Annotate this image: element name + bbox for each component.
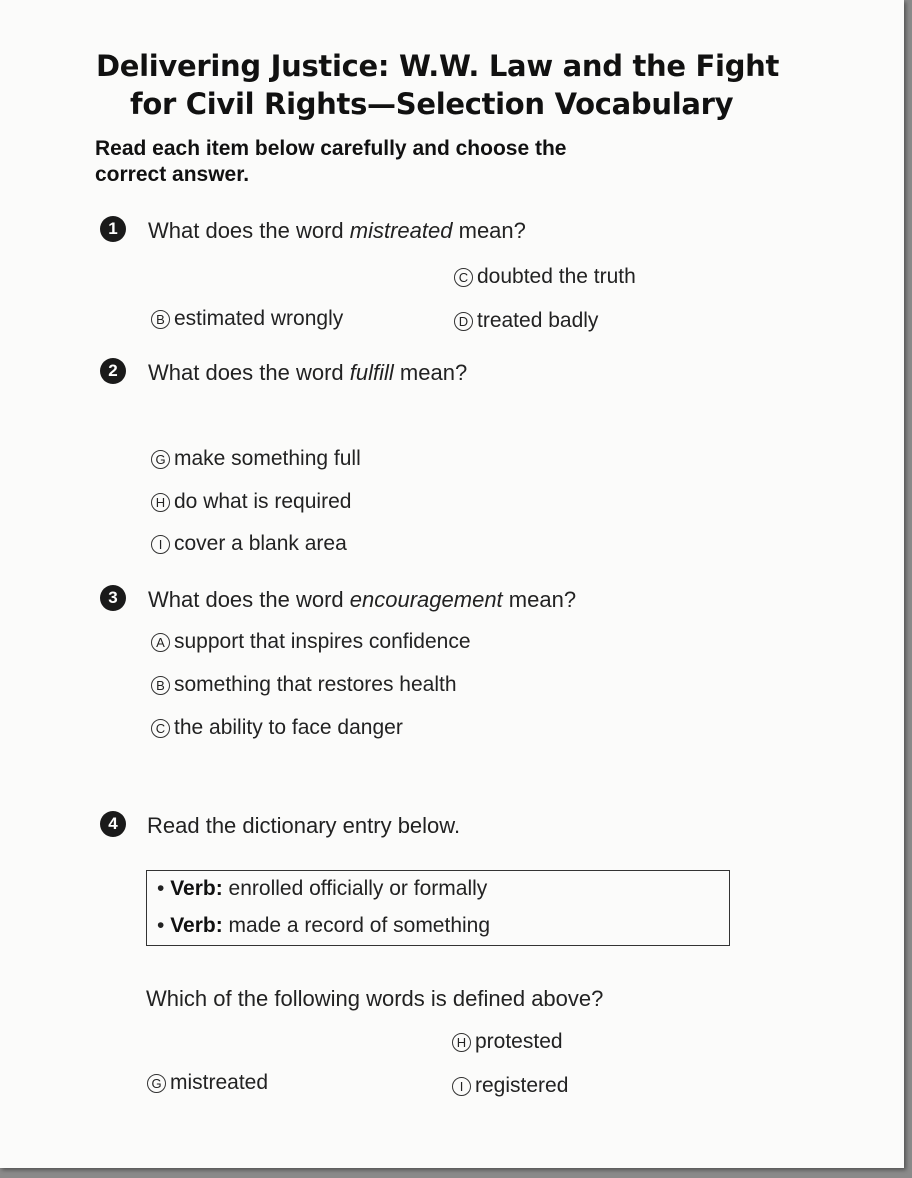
question-4-prompt: Read the dictionary entry below. — [147, 813, 461, 838]
answer-text: estimated wrongly — [174, 307, 344, 330]
answer-text: registered — [475, 1074, 569, 1097]
answer-text: treated badly — [477, 309, 599, 332]
question-1-word: mistreated — [349, 218, 453, 243]
dictionary-definition: • Verb: made a record of something — [157, 914, 491, 937]
page-title-line-2: for Civil Rights—Selection Vocabulary — [130, 87, 734, 121]
question-number-badge: 4 — [100, 811, 126, 837]
dictionary-definition: • Verb: enrolled officially or formally — [157, 877, 488, 900]
answer-text: doubted the truth — [477, 265, 636, 288]
answer-text: protested — [475, 1030, 563, 1053]
page-title-line-1: Delivering Justice: W.W. Law and the Fight — [96, 49, 780, 83]
answer-option[interactable] — [151, 716, 403, 740]
answer-option[interactable] — [151, 532, 347, 556]
answer-letter-circle: A — [151, 633, 170, 652]
answer-letter-circle: G — [147, 1074, 166, 1093]
answer-letter-circle: H — [452, 1033, 471, 1052]
answer-letter-circle: I — [151, 535, 170, 554]
instructions-line-1: Read each item below carefully and choose the — [95, 137, 567, 160]
question-2-prompt: What does the word fulfill mean? — [148, 360, 468, 385]
question-number-badge: 2 — [100, 358, 126, 384]
bullet: • — [157, 914, 171, 937]
answer-letter-circle: I — [452, 1077, 471, 1096]
question-2-word: fulfill — [349, 360, 394, 385]
instructions-line-2: correct answer. — [95, 163, 250, 186]
answer-option[interactable] — [147, 1071, 268, 1095]
answer-letter-circle: H — [151, 493, 170, 512]
answer-option[interactable] — [151, 447, 361, 471]
question-number-badge: 3 — [100, 585, 126, 611]
answer-option[interactable] — [454, 265, 636, 289]
answer-option[interactable] — [454, 309, 598, 333]
answer-text: mistreated — [170, 1071, 269, 1094]
answer-letter-circle: C — [454, 268, 473, 287]
question-number-badge: 1 — [100, 216, 126, 242]
answer-text: cover a blank area — [174, 532, 347, 555]
answer-option[interactable] — [151, 490, 351, 514]
answer-option[interactable] — [151, 673, 457, 697]
answer-text: support that inspires confidence — [174, 630, 471, 653]
answer-text: make something full — [174, 447, 361, 470]
dictionary-entry-box — [146, 870, 730, 946]
answer-letter-circle: D — [454, 312, 473, 331]
answer-letter-circle: B — [151, 676, 170, 695]
answer-option[interactable] — [151, 307, 343, 331]
answer-letter-circle: C — [151, 719, 170, 738]
answer-letter-circle: B — [151, 310, 170, 329]
question-1-prompt: What does the word mistreated mean? — [148, 218, 526, 243]
answer-option[interactable] — [151, 630, 471, 654]
bullet: • — [157, 877, 171, 900]
question-4-followup: Which of the following words is defined above? — [146, 986, 604, 1011]
answer-option[interactable] — [452, 1074, 568, 1098]
answer-text: do what is required — [174, 490, 352, 513]
answer-text: the ability to face danger — [174, 716, 403, 739]
question-3-word: encouragement — [349, 587, 503, 612]
question-3-prompt: What does the word encouragement mean? — [148, 587, 577, 612]
answer-option[interactable] — [452, 1030, 563, 1054]
answer-text: something that restores health — [174, 673, 457, 696]
answer-letter-circle: G — [151, 450, 170, 469]
